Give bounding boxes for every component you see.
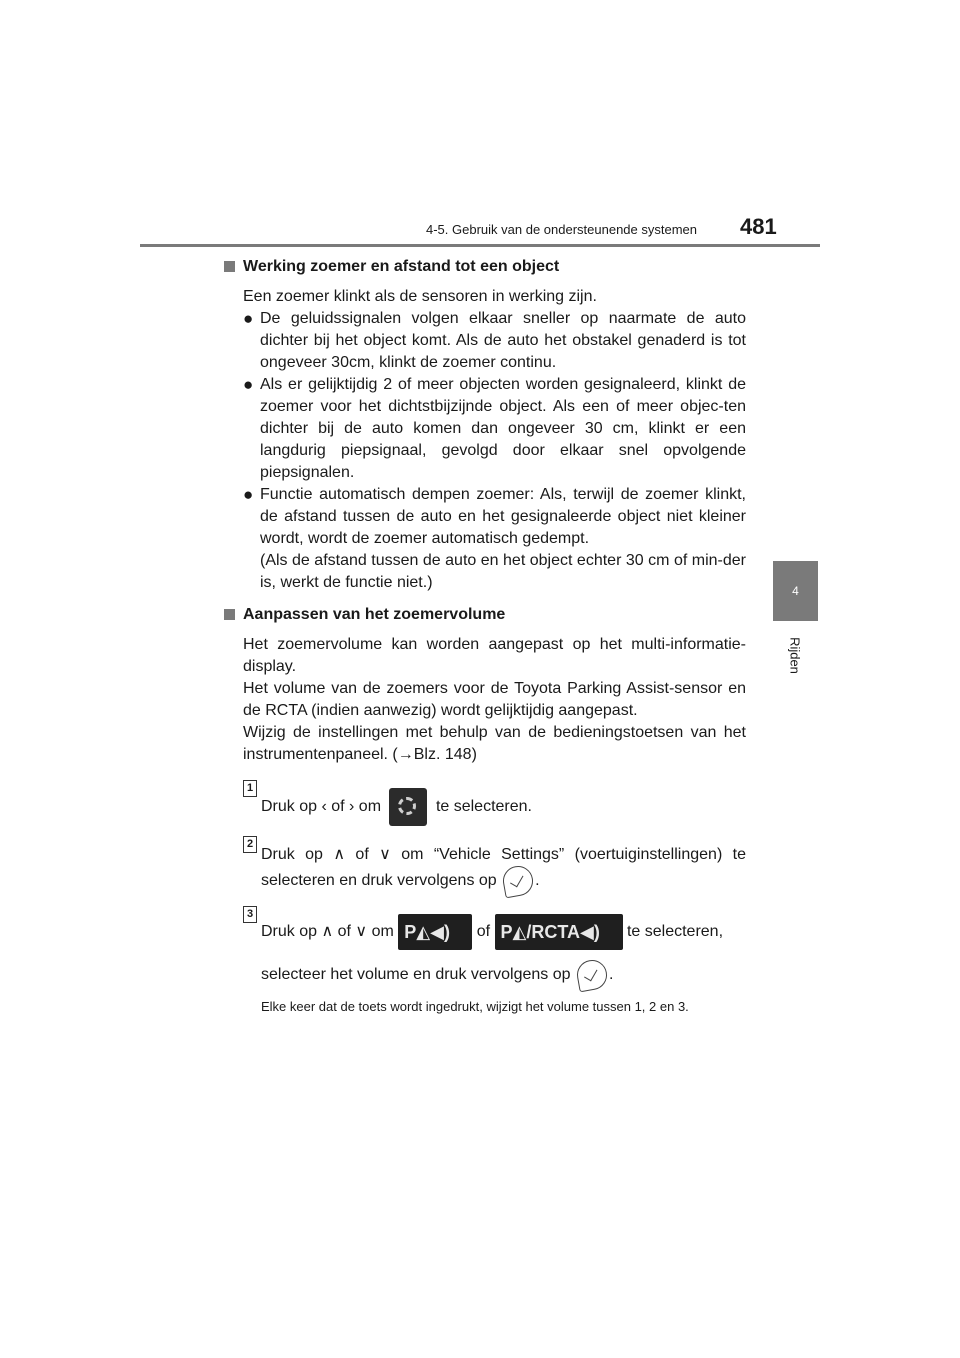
parking-assist-volume-icon: P◭◀) xyxy=(398,914,472,950)
section-heading: Aanpassen van het zoemervolume xyxy=(224,604,746,626)
header-divider xyxy=(140,244,820,247)
bullet-icon: ● xyxy=(243,375,254,394)
section-title: 4-5. Gebruik van de ondersteunende systemen xyxy=(426,222,698,237)
page-number: 481 xyxy=(740,214,777,239)
step-number: 1 xyxy=(243,780,257,797)
section-heading: Werking zoemer en afstand tot een object xyxy=(224,256,746,278)
list-item: ● De geluidssignalen volgen elkaar sneller op naarmate de auto dichter bij het object komt. Als de auto het obstakel genaderd is tot ongeveer 30cm, klinkt de zoemer continu. xyxy=(243,309,746,371)
paragraph: Het volume van de zoemers voor de Toyota Parking Assist-sensor en de RCTA (indien aanwezig) wordt gelijktijdig aangepast. xyxy=(243,680,746,719)
chapter-label: Rijden xyxy=(787,637,803,674)
step-1: 1 Druk op ‹ of › om te selecteren. xyxy=(224,788,746,826)
chapter-tab: 4 xyxy=(773,561,818,621)
paragraph: Het zoemervolume kan worden aangepast op het multi-informatie-display. xyxy=(243,636,746,675)
list-item: ● Als er gelijktijdig 2 of meer objecten worden gesignaleerd, klinkt de zoemer voor het dichtstbijzijnde object. Als een of meer objec-ten dichter bij de auto komen dan ongeveer 30 cm, klinkt er een langdurig piepsignaal, gevolgd door elkaar snel opvolgende piepsignalen. xyxy=(243,375,746,481)
gear-icon xyxy=(389,788,427,826)
bullet-icon: ● xyxy=(243,309,254,328)
ok-button-icon xyxy=(501,864,536,899)
content xyxy=(224,254,746,1015)
step-3: 3 Druk op ∧ of ∨ om P◭◀) of P◭/RCTA◀) te selecteren, selecteer het volume en druk vervolgens op . xyxy=(224,914,746,990)
step-2: 2 Druk op ∧ of ∨ om “Vehicle Settings” (voertuiginstellingen) te selecteren en druk vervolgens op . xyxy=(224,844,746,896)
paragraph: Wijzig de instellingen met behulp van de bedieningstoetsen van het instrumentenpaneel. (→Blz. 148) xyxy=(243,724,746,763)
step-number: 2 xyxy=(243,836,257,853)
square-bullet-icon xyxy=(224,261,235,272)
note: Elke keer dat de toets wordt ingedrukt, wijzigt het volume tussen 1, 2 en 3. xyxy=(261,999,689,1014)
step-number: 3 xyxy=(243,906,257,923)
ok-button-icon xyxy=(575,958,610,993)
list-item: ● Functie automatisch dempen zoemer: Als, terwijl de zoemer klinkt, de afstand tussen de auto en het gesignaleerde object niet kleiner wordt, wordt de zoemer automatisch gedempt. (Als de afstand tussen de auto en het object echter 30 cm of min-der is, werkt de functie niet.) xyxy=(243,485,746,591)
bullet-icon: ● xyxy=(243,485,254,504)
square-bullet-icon xyxy=(224,609,235,620)
paragraph: Een zoemer klinkt als de sensoren in werking zijn. xyxy=(243,288,597,305)
parking-rcta-volume-icon: P◭/RCTA◀) xyxy=(495,914,623,950)
